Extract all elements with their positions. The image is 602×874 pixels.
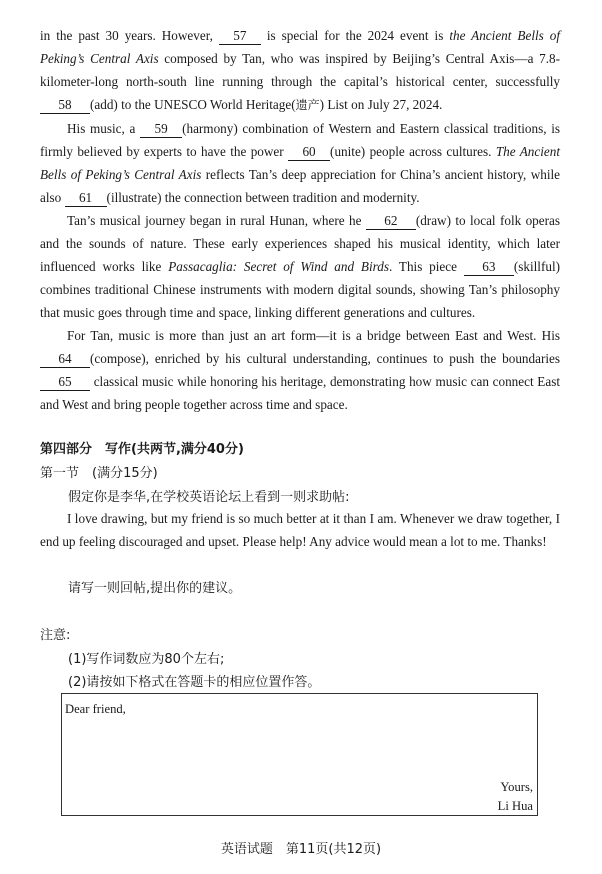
note-2: (2)请按如下格式在答题卡的相应位置作答。	[68, 675, 321, 690]
passage-paragraph-4	[40, 324, 560, 416]
blank-64: 64	[40, 351, 90, 368]
text: in the past 30 years. However,	[40, 28, 213, 43]
text: (unite) people across cultures.	[330, 144, 492, 159]
text: Tan’s musical journey began in rural Hunan, where he	[67, 213, 362, 228]
text: (harmony) combination of Western and Eastern classical traditions, is firmly believed by experts to have the power	[40, 121, 561, 159]
grammar-passage	[40, 24, 560, 416]
writing-prompt	[40, 507, 560, 553]
notes-title: 注意:	[40, 628, 71, 643]
blank-60: 60	[288, 144, 330, 161]
blank-61: 61	[65, 190, 107, 207]
italic-title: Passacaglia: Secret of Wind and Birds	[168, 259, 389, 274]
text: (illustrate) the connection between tradition and modernity.	[106, 190, 420, 205]
writing-intro: 假定你是李华,在学校英语论坛上看到一则求助帖:	[68, 490, 350, 505]
section-title: 第四部分 写作(共两节,满分40分)	[40, 442, 244, 457]
italic-title: The Ancient Bells of Peking’s Central Axis	[40, 144, 561, 182]
text: (add) to the UNESCO World Heritage(	[90, 97, 296, 112]
text: composed by Tan, who was inspired by Beijing’s Central Axis—a 7.8-kilometer-long north-south line running through the capital’s historical center, successfully	[40, 51, 561, 89]
blank-62: 62	[366, 213, 416, 230]
signature: Li Hua	[497, 799, 533, 813]
blank-65: 65	[40, 374, 90, 391]
subsection-title: 第一节 (满分15分)	[40, 466, 158, 481]
text: is special for the 2024 event is	[266, 28, 444, 43]
prompt-text: I love drawing, but my friend is so much better at it than I am. Whenever we draw together, I end up feeling discouraged and upset. Please help! Any advice would mean a lot to me. Thanks!	[40, 511, 560, 549]
passage-paragraph-3	[40, 209, 560, 324]
text: (draw) to local folk operas and the sounds of nature. These early experiences shaped his musical identity, which later influenced works like	[40, 213, 560, 274]
text-chinese-gloss: 遗产	[295, 98, 320, 112]
blank-58: 58	[40, 97, 90, 114]
blank-59: 59	[140, 121, 182, 138]
italic-title: the Ancient Bells of Peking’s Central Axis	[40, 28, 561, 66]
closing-block	[498, 778, 533, 816]
text: For Tan, music is more than just an art form—it is a bridge between East and West. His	[67, 328, 560, 343]
page-footer: 英语试题 第11页(共12页)	[220, 842, 382, 857]
passage-paragraph-1	[40, 24, 560, 117]
text: (compose), enriched by his cultural understanding, continues to push the boundaries	[90, 351, 560, 366]
salutation: Dear friend,	[65, 702, 126, 716]
text: . This piece	[388, 259, 457, 274]
passage-paragraph-2	[40, 117, 560, 209]
text: classical music while honoring his heritage, demonstrating how music can connect East and West and bring people together across time and space.	[40, 374, 561, 412]
text: His music, a	[67, 121, 136, 136]
text: ) List on July 27, 2024.	[319, 97, 443, 112]
text: reflects Tan’s deep appreciation for China’s ancient history, while also	[40, 167, 561, 205]
blank-57: 57	[219, 28, 261, 45]
answer-format-box	[61, 693, 538, 816]
note-1: (1)写作词数应为80个左右;	[68, 652, 225, 667]
text: (skillful) combines traditional Chinese instruments with modern digital sounds, showing Tan’s philosophy that music goes through time and space, linking different generations and cultures.	[40, 259, 560, 320]
writing-task: 请写一则回帖,提出你的建议。	[68, 581, 242, 596]
blank-63: 63	[464, 259, 514, 276]
closing-word: Yours,	[500, 780, 533, 794]
